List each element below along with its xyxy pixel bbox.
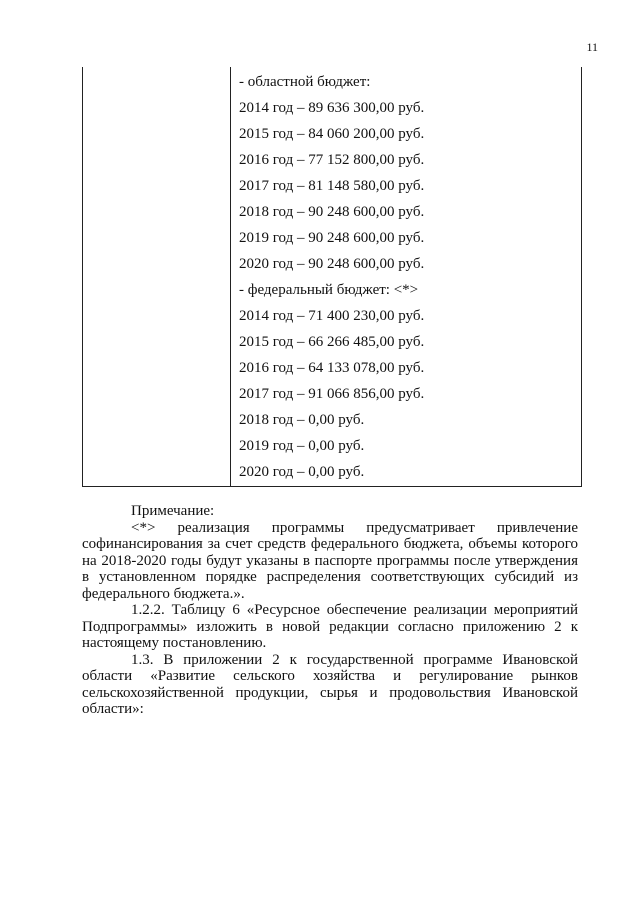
budget-line-federal-2017: 2017 год – 91 066 856,00 руб. [239,386,425,402]
budget-line-federal-2020: 2020 год – 0,00 руб. [239,464,365,480]
table-right-column [239,67,581,486]
budget-line-regional-2017: 2017 год – 81 148 580,00 руб. [239,178,425,194]
page-number: 11 [586,40,598,54]
budget-line-regional-heading: - областной бюджет: [239,74,371,90]
budget-line-regional-2016: 2016 год – 77 152 800,00 руб. [239,152,425,168]
budget-line-federal-2015: 2015 год – 66 266 485,00 руб. [239,334,425,350]
paragraph-1-2-2: 1.2.2. Таблицу 6 «Ресурсное обеспечение реализации мероприятий Подпрограммы» изложить в новой редакции согласно приложению 2 к настоящему постановлению. [82,602,578,651]
budget-table [82,67,582,487]
budget-line-federal-2014: 2014 год – 71 400 230,00 руб. [239,308,425,324]
budget-line-regional-2018: 2018 год – 90 248 600,00 руб. [239,204,425,220]
budget-line-regional-2015: 2015 год – 84 060 200,00 руб. [239,126,425,142]
budget-line-federal-heading: - федеральный бюджет: <*> [239,282,419,298]
budget-line-regional-2020: 2020 год – 90 248 600,00 руб. [239,256,425,272]
table-left-column [83,67,231,486]
budget-line-federal-2019: 2019 год – 0,00 руб. [239,438,365,454]
footnote-paragraph: <*> реализация программы предусматривает привлечение софинансирования за счет средств федерального бюджета, объемы которого на 2018-2020 годы будут указаны в паспорте программы после утверждения в установленном порядке распределения соответствующих субсидий из федерального бюджета.». [82,519,578,602]
budget-line-federal-2016: 2016 год – 64 133 078,00 руб. [239,360,425,376]
paragraph-1-3: 1.3. В приложении 2 к государственной программе Ивановской области «Развитие сельского хозяйства и регулирование рынков сельскохозяйственной продукции, сырья и продовольствия Ивановской области»: [82,651,578,717]
budget-line-regional-2019: 2019 год – 90 248 600,00 руб. [239,230,425,246]
budget-line-regional-2014: 2014 год – 89 636 300,00 руб. [239,100,425,116]
budget-line-federal-2018: 2018 год – 0,00 руб. [239,412,365,428]
note-heading: Примечание: [131,503,215,519]
notes-section [82,503,578,718]
